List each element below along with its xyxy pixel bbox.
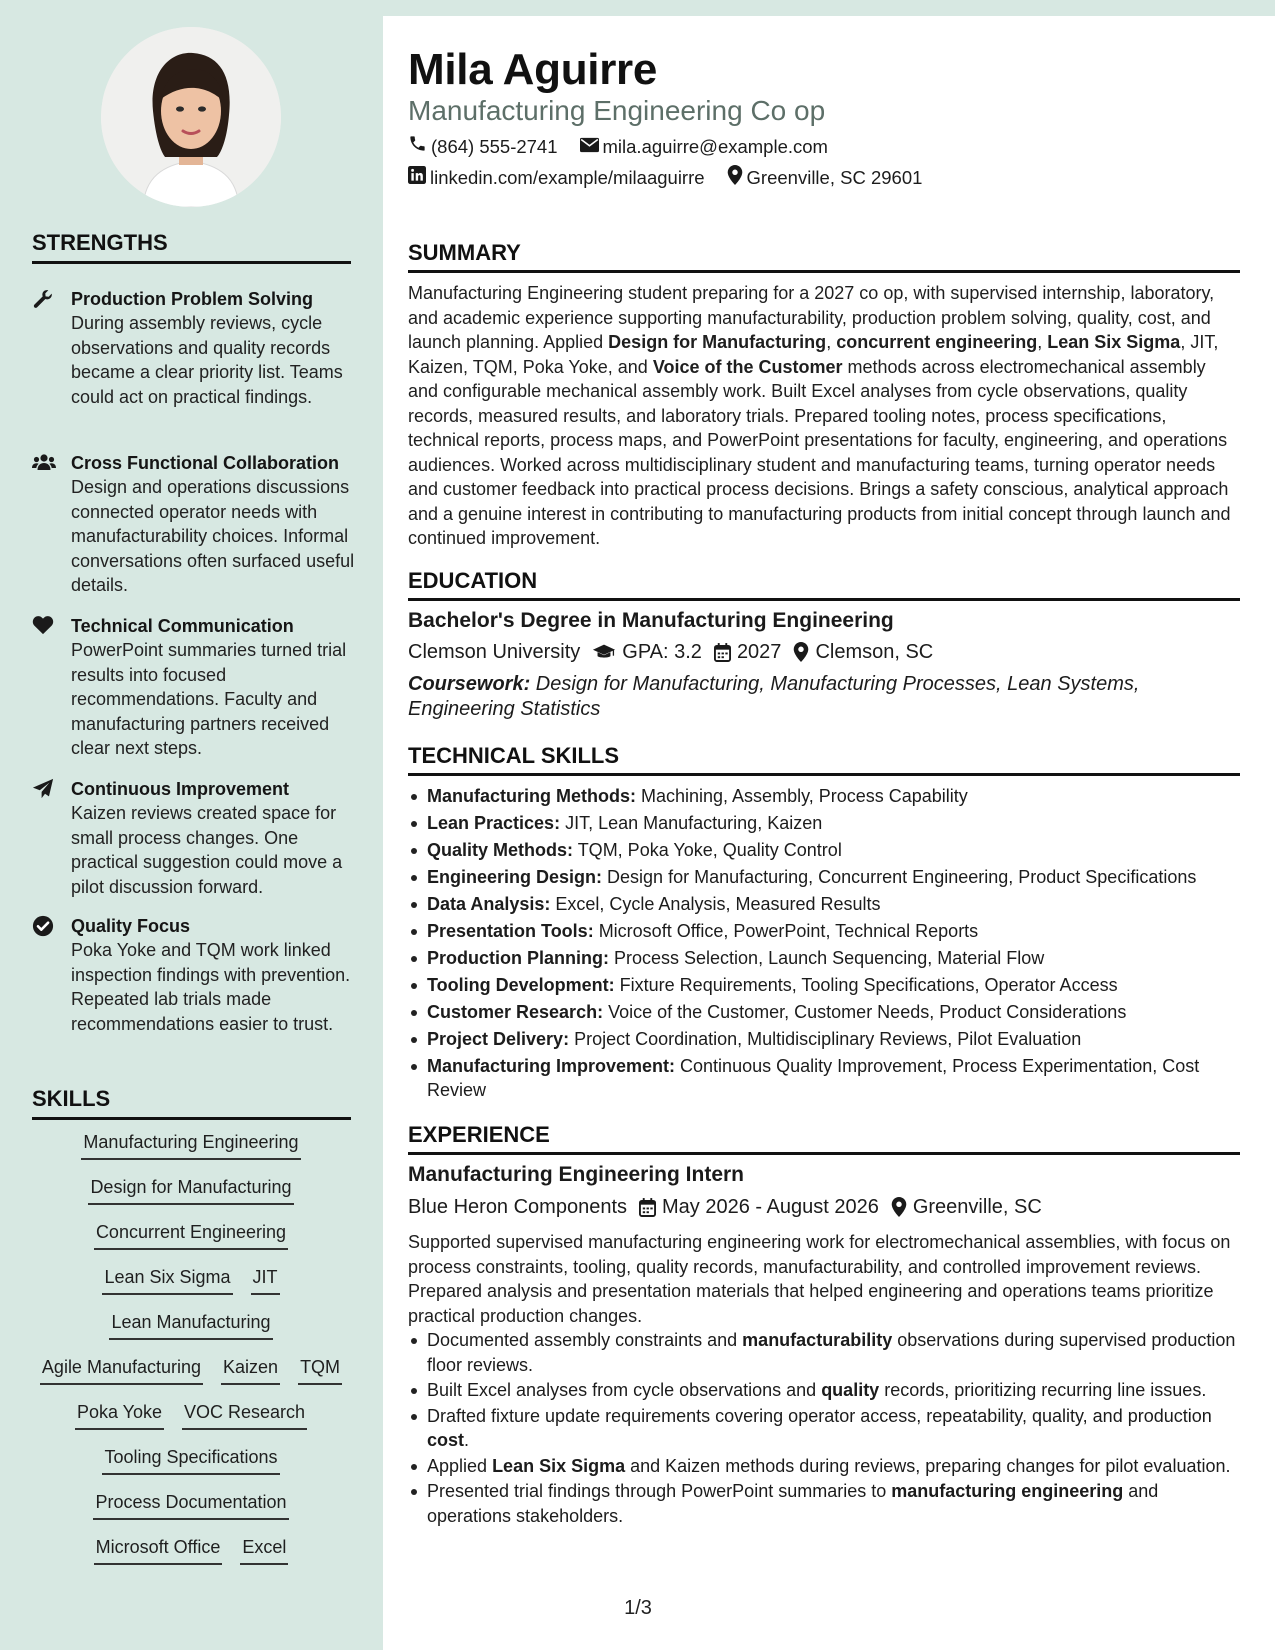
skill-tag: Lean Six Sigma	[102, 1265, 232, 1295]
coursework-label: Coursework:	[408, 673, 531, 695]
strength-desc: PowerPoint summaries turned trial results into focused recommendations. Faculty and manufacturing partners received clear next steps.	[71, 640, 347, 758]
summary-keyword: Voice of the Customer	[652, 356, 843, 377]
list-item	[408, 784, 1240, 808]
bullet-part: Presented trial findings through PowerPoint summaries to	[427, 1481, 892, 1501]
list-item	[408, 892, 1240, 916]
education-meta	[408, 639, 933, 665]
strength-item	[32, 614, 362, 761]
contact-line-2	[408, 165, 922, 191]
strength-item	[32, 451, 362, 598]
summary-part: ,	[826, 332, 837, 352]
candidate-name: Mila Aguirre	[408, 45, 658, 94]
skill-tag: Lean Manufacturing	[109, 1310, 272, 1340]
skill-values: Voice of the Customer, Customer Needs, Product Considerations	[603, 1002, 1127, 1022]
wrench-icon	[32, 288, 56, 310]
list-item	[408, 946, 1240, 970]
skill-category: Data Analysis:	[427, 894, 551, 914]
strengths-heading: STRENGTHS	[32, 230, 351, 264]
skill-values: Fixture Requirements, Tooling Specifications, Operator Access	[614, 975, 1118, 995]
summary-keyword: Lean Six Sigma	[1047, 332, 1181, 352]
skill-tag: Process Documentation	[93, 1490, 288, 1520]
skill-tag: Concurrent Engineering	[94, 1220, 288, 1250]
experience-heading: EXPERIENCE	[408, 1122, 1240, 1155]
skill-values: Machining, Assembly, Process Capability	[636, 786, 968, 806]
skill-category: Customer Research:	[427, 1002, 604, 1022]
bullet-keyword: cost	[427, 1430, 465, 1450]
strength-title: Technical Communication	[71, 616, 294, 636]
summary-part: methods across electromechanical assembly and configurable mechanical assembly work. Built Excel analyses from cycle observations, quality records, measured results, and laboratory trials. Prepared tooling notes, process specifications, technical reports, process maps, and PowerPoint presentations for faculty, engineering, and operations audiences. Worked across multidisciplinary student and manufacturing teams, turning operator needs and customer feedback into practical process decisions. Brings a safety conscious, analytical approach and a genuine interest in contributing to manufacturing products from initial concept through launch and continued improvement.	[408, 356, 1231, 548]
paper-plane-icon	[32, 778, 56, 800]
bullet-part: .	[464, 1430, 470, 1450]
page-number: 1/3	[624, 1597, 652, 1619]
skill-row	[20, 1445, 362, 1490]
skill-row	[20, 1535, 362, 1580]
list-item	[408, 811, 1240, 835]
company-name: Blue Heron Components	[408, 1196, 628, 1218]
bullet-keyword: Lean Six Sigma	[492, 1455, 626, 1476]
skill-tag: VOC Research	[182, 1400, 307, 1430]
coursework	[408, 672, 1240, 721]
skill-category: Manufacturing Improvement:	[427, 1056, 676, 1076]
strength-title: Quality Focus	[71, 916, 191, 936]
skill-row	[20, 1175, 362, 1220]
skill-values: Design for Manufacturing, Concurrent Engineering, Product Specifications	[602, 867, 1197, 887]
list-item	[408, 1027, 1240, 1051]
job-dates: May 2026 - August 2026	[662, 1196, 879, 1218]
bullet-part: and Kaizen methods during reviews, preparing changes for pilot evaluation.	[625, 1455, 1231, 1476]
strength-desc: Kaizen reviews created space for small process changes. One practical suggestion could move a pilot discussion forward.	[71, 803, 343, 897]
summary-keyword: concurrent engineering	[836, 332, 1038, 352]
summary-part: ,	[1037, 332, 1048, 352]
skill-values: Project Coordination, Multidisciplinary Reviews, Pilot Evaluation	[569, 1029, 1082, 1049]
summary-part: Manufacturing Engineering student preparing for a 2027 co op, with supervised internship, laboratory, and academic experience supporting manufacturability, production problem solving, quality, cost, and launch planning. Applied	[408, 283, 1215, 352]
education-heading: EDUCATION	[408, 568, 1240, 601]
skill-row	[20, 1265, 362, 1310]
strength-title: Production Problem Solving	[71, 289, 314, 309]
job-title: Manufacturing Engineering Intern	[408, 1163, 745, 1186]
skill-tag: Design for Manufacturing	[88, 1175, 293, 1205]
skill-row	[20, 1490, 362, 1535]
email-link[interactable]: mila.aguirre@example.com	[602, 135, 828, 157]
skill-values: Continuous Quality Improvement, Process Experimentation, Cost Review	[427, 1056, 1200, 1100]
map-pin-icon	[793, 642, 809, 662]
summary-part: , JIT, Kaizen, TQM, Poka Yoke, and	[408, 332, 1219, 377]
summary-heading: SUMMARY	[408, 240, 1240, 273]
bullet-part: Built Excel analyses from cycle observations and	[427, 1380, 822, 1400]
skill-category: Tooling Development:	[427, 975, 615, 995]
email-icon	[580, 135, 599, 159]
skill-category: Production Planning:	[427, 948, 609, 968]
school-location: Clemson, SC	[815, 641, 934, 663]
degree-title: Bachelor's Degree in Manufacturing Engineering	[408, 609, 894, 632]
experience-bullets	[408, 1328, 1240, 1529]
skill-tag: Microsoft Office	[94, 1535, 223, 1565]
list-item	[408, 1479, 1240, 1528]
list-item	[408, 1000, 1240, 1024]
contact-line-1	[408, 134, 828, 159]
check-circle-icon	[32, 915, 56, 937]
skill-row	[20, 1400, 362, 1445]
graduation-cap-icon	[592, 643, 616, 661]
skill-category: Project Delivery:	[427, 1029, 570, 1049]
list-item	[408, 865, 1240, 889]
bullet-part: records, prioritizing recurring line issues.	[879, 1380, 1207, 1400]
skill-tag: JIT	[251, 1265, 280, 1295]
bullet-keyword: manufacturability	[742, 1330, 893, 1350]
bullet-keyword: manufacturing engineering	[891, 1481, 1124, 1501]
school-name: Clemson University	[408, 641, 581, 663]
linkedin-link[interactable]: linkedin.com/example/milaaguirre	[430, 167, 705, 188]
phone-number[interactable]: (864) 555-2741	[431, 135, 558, 157]
list-item	[408, 838, 1240, 862]
job-intro: Supported supervised manufacturing engineering work for electromechanical assemblies, with focus on process constraints, tooling, quality records, manufacturability, and controlled improvement reviews. Prepared analysis and presentation materials that helped engineering and operations teams prioritize practical production changes.	[408, 1232, 1231, 1326]
map-pin-icon	[891, 1197, 907, 1217]
skill-tag: Excel	[240, 1535, 288, 1565]
skill-tag: Kaizen	[221, 1355, 280, 1385]
calendar-icon	[639, 1198, 656, 1217]
coursework-list: Design for Manufacturing, Manufacturing Processes, Lean Systems, Engineering Statistics	[408, 673, 1140, 720]
skill-values: Process Selection, Launch Sequencing, Material Flow	[609, 948, 1045, 968]
skill-values: TQM, Poka Yoke, Quality Control	[573, 840, 842, 860]
calendar-icon	[714, 643, 731, 662]
list-item	[408, 919, 1240, 943]
strength-item	[32, 287, 362, 409]
skill-category: Lean Practices:	[427, 813, 561, 833]
list-item	[408, 1454, 1240, 1479]
skill-category: Engineering Design:	[427, 867, 603, 887]
skill-tag: Tooling Specifications	[102, 1445, 279, 1475]
location-text: Greenville, SC 29601	[746, 167, 923, 188]
list-item	[408, 973, 1240, 997]
skill-row	[20, 1310, 362, 1355]
skill-tag: Agile Manufacturing	[40, 1355, 203, 1385]
strength-desc: Design and operations discussions connected operator needs with manufacturability choices. Informal conversations often surfaced useful details.	[71, 477, 355, 595]
map-pin-icon	[727, 165, 743, 191]
skill-category: Manufacturing Methods:	[427, 786, 636, 806]
skills-heading: SKILLS	[32, 1086, 351, 1120]
linkedin-icon	[408, 166, 426, 190]
skill-tag: TQM	[298, 1355, 342, 1385]
skill-row	[20, 1220, 362, 1265]
heart-icon	[32, 615, 56, 637]
list-item	[408, 1054, 1240, 1102]
strength-item	[32, 777, 362, 899]
candidate-role: Manufacturing Engineering Co op	[408, 95, 826, 126]
job-location: Greenville, SC	[912, 1196, 1042, 1218]
summary-keyword: Design for Manufacturing	[608, 332, 827, 352]
skill-values: JIT, Lean Manufacturing, Kaizen	[560, 813, 823, 833]
list-item	[408, 1404, 1240, 1453]
skill-row	[20, 1130, 362, 1175]
skill-values: Excel, Cycle Analysis, Measured Results	[550, 894, 881, 914]
skill-tag: Poka Yoke	[75, 1400, 164, 1430]
summary-text	[408, 281, 1240, 551]
skill-tag: Manufacturing Engineering	[81, 1130, 300, 1160]
skill-category: Presentation Tools:	[427, 921, 594, 941]
bullet-part: Drafted fixture update requirements covering operator access, repeatability, quality, and production	[427, 1405, 1212, 1426]
skills-list	[20, 1130, 362, 1580]
strength-desc: Poka Yoke and TQM work linked inspection findings with prevention. Repeated lab trials made recommendations easier to trust.	[71, 940, 351, 1034]
skill-category: Quality Methods:	[427, 840, 574, 860]
graduation-year: 2027	[736, 641, 782, 663]
strength-desc: During assembly reviews, cycle observations and quality records became a clear priority list. Teams could act on practical findings.	[71, 313, 343, 407]
phone-icon	[408, 134, 427, 159]
strength-item	[32, 914, 362, 1036]
technical-skills-list	[408, 784, 1240, 1105]
bullet-part: Applied	[427, 1455, 493, 1476]
bullet-part: and operations stakeholders.	[427, 1481, 1159, 1526]
bullet-part: Documented assembly constraints and	[427, 1330, 743, 1350]
users-icon	[32, 452, 56, 474]
skill-row	[20, 1355, 362, 1400]
profile-photo	[101, 27, 281, 207]
job-meta	[408, 1194, 1042, 1220]
list-item	[408, 1378, 1240, 1403]
bullet-keyword: quality	[821, 1380, 880, 1400]
strength-title: Cross Functional Collaboration	[71, 453, 340, 473]
skill-values: Microsoft Office, PowerPoint, Technical Reports	[593, 921, 979, 941]
gpa-text: GPA: 3.2	[622, 641, 702, 663]
list-item	[408, 1328, 1240, 1377]
strength-title: Continuous Improvement	[71, 779, 290, 799]
technical-skills-heading: TECHNICAL SKILLS	[408, 743, 1240, 776]
bullet-part: observations during supervised production floor reviews.	[427, 1330, 1236, 1375]
